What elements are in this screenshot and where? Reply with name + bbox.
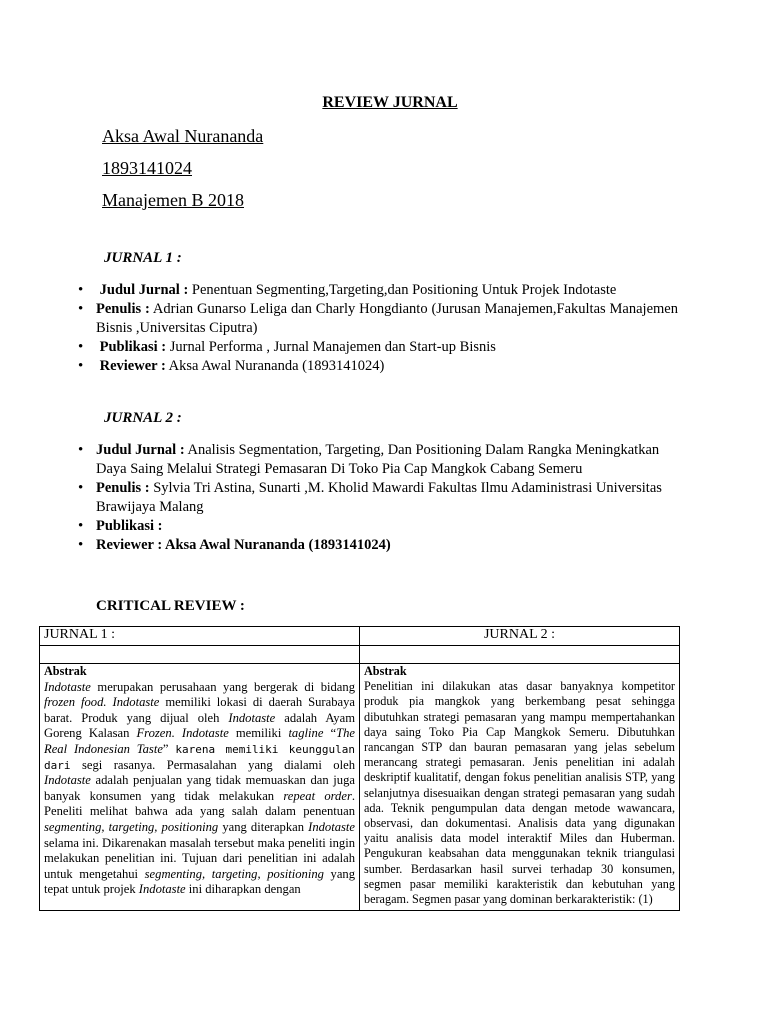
abstract-jurnal2	[360, 664, 680, 911]
jurnal1-list	[78, 281, 678, 376]
abstrak-label: Abstrak	[44, 664, 87, 678]
publikasi-label: Publikasi :	[96, 518, 163, 534]
penulis-label: Penulis :	[96, 301, 150, 317]
judul-label: Judul Jurnal :	[99, 282, 189, 298]
abstract-jurnal1: Abstrak Indotaste merupakan perusahaan yang bergerak di bidang frozen food. Indotaste memiliki lokasi di daerah Surabaya barat. Produk yang dijual oleh Indotaste adalah Ayam Goreng Kalasan Frozen. Indotaste memiliki tagline “The Real Indonesian Taste” karena memiliki keunggulan dari segi rasanya. Permasalahan yang dialami oleh Indotaste adalah penjualan yang tidak memuaskan dan juga banyak konsumen yang tidak melakukan repeat order. Peneliti melihat bahwa ada yang salah dalam penentuan segmenting, targeting, positioning yang diterapkan Indotaste selama ini. Dikarenakan masalah tersebut maka peneliti ingin melakukan penelitian ini. Tujuan dari penelitian ini adalah untuk mengetahui segmenting, targeting, positioning yang tepat untuk projek Indotaste ini diharapkan dengan	[40, 664, 360, 911]
page-title: REVIEW JURNAL	[322, 94, 458, 111]
reviewer-label: Reviewer :	[99, 358, 166, 374]
abstract-text: Penelitian ini dilakukan atas dasar banyaknya kompetitor produk pia mangkok yang berkembang pesat sehingga dibutuhkan strategi pemasaran yang mampu mempertahankan daya saing Toko Pia Cap Mangkok Semeru. Dibutuhkan rancangan STP dan bauran pemasaran yang jelas sebelum merancang strategi pemasaran. Jenis penelitian ini adalah deskriptif kualitatif, dengan fokus penelitian analisis STP, yang selanjutnya disesuaikan dengan strategi pemasaran yang sudah ada. Teknik pengumpulan data dengan metode wawancara, observasi, dan dokumentasi. Analisis data yang digunakan yaitu analisis data model interaktif Miles dan Huberman. Pengukuran keabsahan data menggunakan teknik triangulasi sumber. Berdasarkan hasil survei terhadap 30 konsumen, segmen pasar memiliki karakteristik dan kebutuhan yang beragam. Segmen pasar yang dominan berkarakteristik: (1)	[364, 679, 675, 907]
empty-cell	[360, 646, 680, 664]
penulis-value: Adrian Gunarso Leliga dan Charly Hongdianto (Jurusan Manajemen,Fakultas Manajemen Bisnis ,Universitas Ciputra)	[96, 301, 678, 336]
reviewer-label: Reviewer : Aksa Awal Nurananda (1893141024)	[96, 537, 391, 553]
reviewer-value: Aksa Awal Nurananda (1893141024)	[165, 358, 385, 374]
jurnal1-heading: JURNAL 1 :	[104, 250, 182, 266]
publikasi-label: Publikasi :	[99, 339, 167, 355]
column-header-jurnal2: JURNAL 2 :	[360, 627, 680, 646]
penulis-value: Sylvia Tri Astina, Sunarti ,M. Kholid Mawardi Fakultas Ilmu Adaministrasi Universitas Brawijaya Malang	[96, 480, 662, 515]
list-item	[78, 479, 678, 517]
judul-label: Judul Jurnal :	[96, 442, 185, 458]
penulis-label: Penulis :	[96, 480, 150, 496]
abstrak-label: Abstrak	[364, 664, 407, 678]
author-class: Manajemen B 2018	[102, 190, 244, 210]
list-item	[78, 281, 678, 300]
judul-value: Analisis Segmentation, Targeting, Dan Positioning Dalam Rangka Meningkatkan Daya Saing Melalui Strategi Pemasaran Di Toko Pia Cap Mangkok Cabang Semeru	[96, 442, 660, 477]
list-item	[78, 517, 678, 536]
list-item	[78, 441, 678, 479]
author-nim: 1893141024	[102, 158, 192, 178]
empty-cell	[40, 646, 360, 664]
author-name: Aksa Awal Nurananda	[102, 126, 264, 146]
publikasi-value: Jurnal Performa , Jurnal Manajemen dan Start-up Bisnis	[166, 339, 496, 355]
column-header-jurnal1: JURNAL 1 :	[40, 627, 360, 646]
list-item	[78, 536, 678, 555]
list-item	[78, 338, 678, 357]
critical-review-heading: CRITICAL REVIEW :	[96, 598, 245, 614]
judul-value: Penentuan Segmenting,Targeting,dan Positioning Untuk Projek Indotaste	[188, 282, 617, 298]
jurnal2-heading: JURNAL 2 :	[104, 410, 182, 426]
jurnal2-list	[78, 441, 678, 555]
list-item	[78, 300, 678, 338]
critical-review-table	[39, 626, 680, 911]
list-item	[78, 357, 678, 376]
